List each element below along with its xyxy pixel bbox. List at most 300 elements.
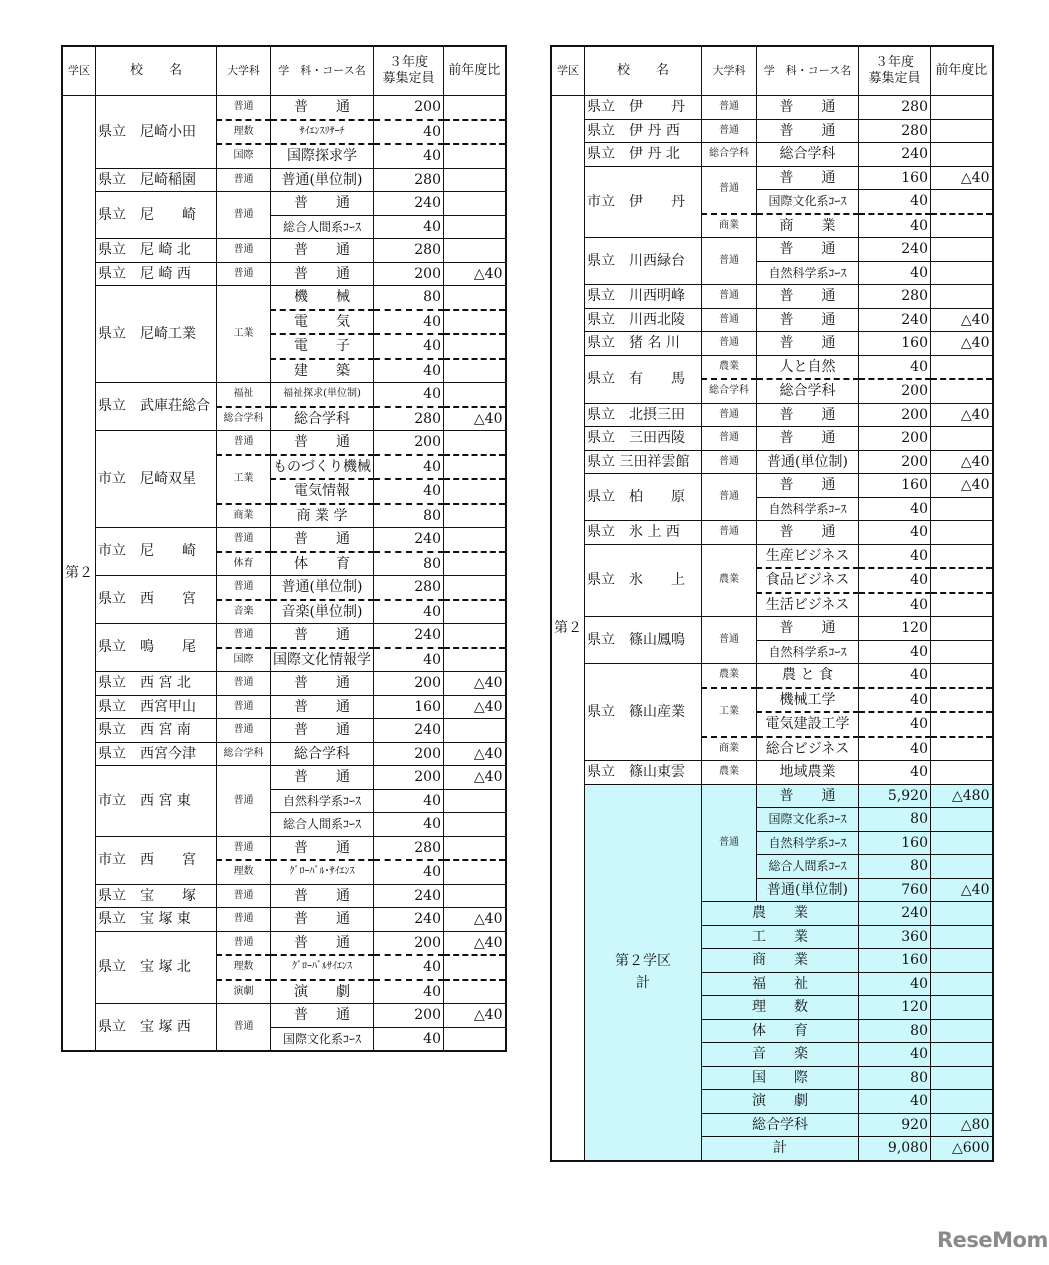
table-row	[551, 355, 993, 379]
course-name: 普 通	[757, 238, 859, 262]
school-name: 県立 尼 崎	[96, 192, 217, 239]
capacity-value: 200	[859, 403, 931, 427]
category-capacity: 9,080	[859, 1137, 931, 1161]
total-capacity: 5,920	[859, 784, 931, 808]
school-name: 県立 川西明峰	[585, 285, 702, 309]
course-name: 商 業	[757, 214, 859, 238]
capacity-value: 40	[374, 648, 444, 672]
table-row	[62, 383, 506, 407]
school-name: 県立 宝 塚 西	[96, 1004, 217, 1052]
category-capacity: 240	[859, 902, 931, 926]
course-name: 普 通	[271, 884, 374, 908]
capacity-value: 160	[859, 166, 931, 190]
course-name: ものづくり機械	[271, 455, 374, 480]
major-cell: 工業	[217, 286, 271, 383]
category-capacity: 80	[859, 1066, 931, 1090]
capacity-value: 200	[374, 431, 444, 455]
category-diff	[931, 949, 993, 973]
course-name: 地域農業	[757, 761, 859, 785]
course-name: 音楽(単位制)	[271, 600, 374, 624]
major-cell: 演劇	[217, 980, 271, 1004]
table-row	[62, 431, 506, 455]
diff-value	[931, 96, 993, 120]
header-major: 大学科	[217, 46, 271, 96]
diff-value	[444, 359, 506, 383]
diff-value	[444, 813, 506, 837]
category-diff: △600	[931, 1137, 993, 1161]
capacity-value: 40	[374, 600, 444, 624]
table-row	[62, 239, 506, 263]
school-name: 県立 伊 丹	[585, 96, 702, 120]
school-name: 市立 伊 丹	[585, 166, 702, 238]
school-name: 県立 西 宮 北	[96, 672, 217, 696]
category-capacity: 160	[859, 949, 931, 973]
diff-value: △40	[444, 931, 506, 955]
capacity-value: 160	[859, 474, 931, 498]
total-course-name: 総合人間系ｺｰｽ	[757, 855, 859, 879]
header-capacity: ３年度 募集定員	[374, 46, 444, 96]
table-row	[62, 96, 506, 120]
category-capacity: 120	[859, 996, 931, 1020]
course-name: 国際文化系ｺｰｽ	[271, 1027, 374, 1051]
school-name: 県立 尼崎小田	[96, 96, 217, 169]
capacity-value: 40	[374, 359, 444, 383]
course-name: 自然科学系ｺｰｽ	[757, 261, 859, 285]
header-diff: 前年度比	[444, 46, 506, 96]
header-school: 校 名	[96, 46, 217, 96]
major-cell: 普通	[217, 884, 271, 908]
category-capacity: 80	[859, 1019, 931, 1043]
diff-value: △40	[444, 908, 506, 932]
major-cell: 総合学科	[702, 379, 757, 403]
table-row	[62, 695, 506, 719]
category-label: 体 育	[702, 1019, 859, 1043]
capacity-value: 80	[374, 286, 444, 310]
major-cell: 普通	[217, 528, 271, 552]
capacity-value: 280	[374, 239, 444, 263]
table-row	[551, 521, 993, 545]
capacity-value: 240	[374, 528, 444, 552]
diff-value	[444, 576, 506, 600]
diff-value	[444, 96, 506, 120]
category-label: 音 楽	[702, 1043, 859, 1067]
major-cell: 国際	[217, 648, 271, 672]
capacity-value: 240	[374, 884, 444, 908]
capacity-value: 200	[374, 262, 444, 286]
diff-value	[444, 504, 506, 528]
table-row	[551, 119, 993, 143]
school-name: 県立 宝 塚 北	[96, 931, 217, 1004]
course-name: 普 通	[271, 908, 374, 932]
capacity-value: 280	[859, 285, 931, 309]
major-cell: 体育	[217, 552, 271, 576]
header-row	[551, 46, 993, 96]
capacity-value: 40	[859, 593, 931, 617]
course-name: 普 通	[757, 617, 859, 641]
diff-value	[444, 479, 506, 504]
course-name: 普 通	[271, 431, 374, 455]
capacity-value: 40	[374, 383, 444, 407]
district-cell: 第２	[62, 96, 96, 1052]
capacity-value: 280	[374, 168, 444, 192]
capacity-value: 40	[374, 789, 444, 813]
district-cell: 第２	[551, 96, 585, 1161]
school-name: 県立 西宮今津	[96, 742, 217, 766]
course-name: 演 劇	[271, 980, 374, 1004]
course-name: 電 子	[271, 334, 374, 359]
capacity-value: 40	[859, 544, 931, 568]
course-name: ｸﾞﾛｰﾊﾞﾙｻｲｴﾝｽ	[271, 955, 374, 980]
school-name: 県立 宝 塚 東	[96, 908, 217, 932]
diff-value	[931, 712, 993, 737]
school-name: 県立 尼 崎 北	[96, 239, 217, 263]
table-row	[62, 931, 506, 955]
diff-value	[444, 1027, 506, 1051]
diff-value	[444, 431, 506, 455]
left-table-body	[62, 96, 506, 1052]
capacity-value: 280	[374, 407, 444, 431]
course-name: 普 通	[757, 285, 859, 309]
major-cell: 普通	[217, 576, 271, 600]
table-row	[551, 664, 993, 688]
diff-value: △40	[444, 407, 506, 431]
diff-value	[931, 190, 993, 214]
table-row	[551, 285, 993, 309]
table-row	[62, 576, 506, 600]
header-school: 校 名	[585, 46, 702, 96]
major-cell: 普通	[217, 239, 271, 263]
total-capacity: 760	[859, 878, 931, 902]
header-row	[62, 46, 506, 96]
diff-value	[931, 521, 993, 545]
capacity-value: 200	[859, 450, 931, 474]
major-cell: 工業	[217, 455, 271, 504]
major-cell: 普通	[702, 403, 757, 427]
category-diff	[931, 902, 993, 926]
major-cell: 普通	[217, 719, 271, 743]
total-capacity: 80	[859, 808, 931, 832]
major-cell: 普通	[702, 450, 757, 474]
category-label: 商 業	[702, 949, 859, 973]
capacity-value: 160	[374, 695, 444, 719]
diff-value: △40	[931, 450, 993, 474]
major-cell: 国際	[217, 144, 271, 168]
capacity-value: 200	[374, 931, 444, 955]
school-name: 県立 尼崎工業	[96, 286, 217, 383]
major-cell: 普通	[702, 119, 757, 143]
diff-value	[444, 120, 506, 145]
school-name: 県立 三田祥雲館	[585, 450, 702, 474]
major-cell: 普通	[217, 262, 271, 286]
table-row	[551, 332, 993, 356]
course-name: 普 通	[757, 474, 859, 498]
diff-value	[444, 192, 506, 216]
course-name: 国際探求学	[271, 144, 374, 168]
school-name: 県立 氷 上	[585, 544, 702, 617]
school-name: 市立 西 宮 東	[96, 766, 217, 837]
capacity-value: 40	[859, 640, 931, 664]
capacity-value: 40	[859, 664, 931, 688]
table-row	[551, 450, 993, 474]
diff-value	[444, 552, 506, 576]
diff-value: △40	[444, 766, 506, 790]
course-name: 普 通	[757, 119, 859, 143]
right-table-body	[551, 96, 993, 1161]
header-course: 学 科・コース名	[271, 46, 374, 96]
header-district: 学区	[551, 46, 585, 96]
major-cell: 普通	[702, 308, 757, 332]
category-capacity: 920	[859, 1113, 931, 1137]
diff-value: △40	[931, 332, 993, 356]
diff-value: △40	[931, 474, 993, 498]
diff-value	[444, 144, 506, 168]
right-table	[550, 45, 994, 1162]
course-name: 普 通	[757, 96, 859, 120]
major-cell: 理数	[217, 120, 271, 145]
course-name: 普 通	[757, 332, 859, 356]
capacity-value: 280	[859, 119, 931, 143]
course-name: 普 通	[271, 931, 374, 955]
category-capacity: 40	[859, 1090, 931, 1114]
course-name: 体 育	[271, 552, 374, 576]
category-label: 農 業	[702, 902, 859, 926]
course-name: 普 通	[757, 166, 859, 190]
school-name: 市立 尼 崎	[96, 528, 217, 576]
course-name: 人と自然	[757, 355, 859, 379]
course-name: 普 通	[271, 262, 374, 286]
course-name: 機 械	[271, 286, 374, 310]
capacity-value: 200	[374, 1004, 444, 1028]
major-cell: 普通	[217, 96, 271, 120]
course-name: 普 通	[757, 308, 859, 332]
table-row	[62, 168, 506, 192]
total-capacity: 160	[859, 831, 931, 855]
diff-value	[931, 544, 993, 568]
capacity-value: 280	[374, 576, 444, 600]
diff-value	[931, 355, 993, 379]
diff-value	[931, 761, 993, 785]
diff-value	[931, 261, 993, 285]
capacity-value: 120	[859, 617, 931, 641]
capacity-value: 40	[374, 980, 444, 1004]
course-name: 電 気	[271, 310, 374, 335]
diff-value	[444, 334, 506, 359]
diff-value	[444, 860, 506, 884]
major-cell: 福祉	[217, 383, 271, 407]
diff-value: △40	[931, 403, 993, 427]
category-label: 工 業	[702, 925, 859, 949]
course-name: 普 通	[271, 836, 374, 860]
course-name: 総合学科	[757, 379, 859, 403]
major-cell: 普通	[217, 431, 271, 455]
capacity-value: 40	[859, 688, 931, 713]
diff-value	[444, 383, 506, 407]
category-diff	[931, 1066, 993, 1090]
major-cell: 普通	[702, 332, 757, 356]
capacity-value: 40	[859, 712, 931, 737]
total-label-district: 第２学区	[615, 952, 671, 969]
major-cell: 普通	[217, 672, 271, 696]
left-table	[61, 45, 507, 1052]
resemom-logo: ReseMom	[937, 1228, 1048, 1252]
total-course-name: 普 通	[757, 784, 859, 808]
total-course-name: 自然科学系ｺｰｽ	[757, 831, 859, 855]
major-cell: 普通	[217, 836, 271, 860]
category-capacity: 40	[859, 1043, 931, 1067]
diff-value	[444, 955, 506, 980]
diff-value: △40	[931, 308, 993, 332]
major-cell: 農業	[702, 761, 757, 785]
table-row	[62, 884, 506, 908]
total-diff: △480	[931, 784, 993, 808]
diff-value	[444, 168, 506, 192]
school-name: 県立 尼崎稲園	[96, 168, 217, 192]
capacity-value: 240	[859, 308, 931, 332]
major-cell: 普通	[217, 931, 271, 955]
table-row	[551, 308, 993, 332]
diff-value	[931, 238, 993, 262]
table-row	[551, 96, 993, 120]
course-name: 生産ビジネス	[757, 544, 859, 568]
school-name: 県立 宝 塚	[96, 884, 217, 908]
major-cell: 普通	[702, 166, 757, 214]
category-diff	[931, 925, 993, 949]
course-name: 総合ビジネス	[757, 737, 859, 761]
category-label: 計	[702, 1137, 859, 1161]
major-cell: 普通	[217, 908, 271, 932]
school-name: 県立 三田西陵	[585, 427, 702, 451]
total-row	[551, 784, 993, 808]
school-name: 県立 氷 上 西	[585, 521, 702, 545]
capacity-value: 40	[859, 568, 931, 593]
major-cell: 商業	[702, 214, 757, 238]
header-course: 学 科・コース名	[757, 46, 859, 96]
course-name: 普 通	[757, 427, 859, 451]
course-name: 普 通	[757, 521, 859, 545]
total-capacity: 80	[859, 855, 931, 879]
diff-value	[444, 310, 506, 335]
course-name: ｻｲｴﾝｽﾘｻｰﾁ	[271, 120, 374, 145]
diff-value	[931, 568, 993, 593]
diff-value	[931, 688, 993, 713]
table-row	[62, 742, 506, 766]
diff-value	[444, 455, 506, 480]
course-name: 電気情報	[271, 479, 374, 504]
district-total-label	[585, 784, 702, 1161]
diff-value	[931, 285, 993, 309]
course-name: 自然科学系ｺｰｽ	[757, 497, 859, 521]
total-diff	[931, 808, 993, 832]
course-name: 総合学科	[271, 742, 374, 766]
diff-value: △40	[444, 672, 506, 696]
capacity-value: 240	[374, 624, 444, 648]
major-cell: 商業	[217, 504, 271, 528]
school-name: 県立 川西緑台	[585, 238, 702, 285]
diff-value	[931, 214, 993, 238]
capacity-value: 40	[859, 261, 931, 285]
course-name: 普 通	[271, 96, 374, 120]
capacity-value: 240	[859, 143, 931, 167]
table-row	[62, 1004, 506, 1028]
course-name: 自然科学系ｺｰｽ	[271, 789, 374, 813]
header-major: 大学科	[702, 46, 757, 96]
course-name: 総合学科	[271, 407, 374, 431]
capacity-value: 40	[859, 355, 931, 379]
major-cell: 普通	[702, 427, 757, 451]
table-row	[62, 286, 506, 310]
diff-value	[444, 215, 506, 239]
table-row	[62, 262, 506, 286]
table-row	[551, 474, 993, 498]
course-name: 福祉探求(単位制)	[271, 383, 374, 407]
diff-value	[444, 719, 506, 743]
capacity-value: 280	[374, 836, 444, 860]
category-label: 福 祉	[702, 972, 859, 996]
capacity-value: 40	[374, 479, 444, 504]
capacity-value: 40	[374, 955, 444, 980]
table-row	[551, 143, 993, 167]
diff-value	[931, 497, 993, 521]
major-cell: 普通	[217, 624, 271, 648]
category-diff	[931, 996, 993, 1020]
total-diff: △40	[931, 878, 993, 902]
capacity-value: 200	[374, 766, 444, 790]
school-name: 県立 川西北陵	[585, 308, 702, 332]
course-name: 生活ビジネス	[757, 593, 859, 617]
capacity-value: 40	[374, 144, 444, 168]
diff-value: △40	[931, 166, 993, 190]
major-cell: 理数	[217, 955, 271, 980]
course-name: 自然科学系ｺｰｽ	[757, 640, 859, 664]
capacity-value: 40	[374, 455, 444, 480]
diff-value	[444, 239, 506, 263]
capacity-value: 40	[374, 215, 444, 239]
course-name: 総合学科	[757, 143, 859, 167]
school-name: 県立 篠山産業	[585, 664, 702, 761]
course-name: 商 業 学	[271, 504, 374, 528]
school-name: 市立 西 宮	[96, 836, 217, 884]
category-diff	[931, 1019, 993, 1043]
table-row	[551, 544, 993, 568]
capacity-value: 40	[374, 334, 444, 359]
course-name: ｸﾞﾛｰﾊﾞﾙ･ｻｲｴﾝｽ	[271, 860, 374, 884]
course-name: 普 通	[757, 403, 859, 427]
diff-value	[931, 664, 993, 688]
header-capacity: ３年度 募集定員	[859, 46, 931, 96]
course-name: 普 通	[271, 672, 374, 696]
course-name: 機械工学	[757, 688, 859, 713]
category-diff	[931, 1043, 993, 1067]
school-name: 県立 猪 名 川	[585, 332, 702, 356]
capacity-value: 40	[374, 310, 444, 335]
total-diff	[931, 831, 993, 855]
category-label: 総合学科	[702, 1113, 859, 1137]
diff-value	[444, 884, 506, 908]
diff-value	[444, 528, 506, 552]
diff-value: △40	[444, 742, 506, 766]
capacity-value: 200	[859, 427, 931, 451]
school-name: 県立 篠山東雲	[585, 761, 702, 785]
course-name: 普 通	[271, 239, 374, 263]
capacity-value: 280	[859, 96, 931, 120]
diff-value	[444, 648, 506, 672]
capacity-value: 240	[374, 719, 444, 743]
capacity-value: 160	[859, 332, 931, 356]
diff-value	[931, 640, 993, 664]
course-name: 普通(単位制)	[271, 576, 374, 600]
table-row	[551, 403, 993, 427]
category-diff: △80	[931, 1113, 993, 1137]
